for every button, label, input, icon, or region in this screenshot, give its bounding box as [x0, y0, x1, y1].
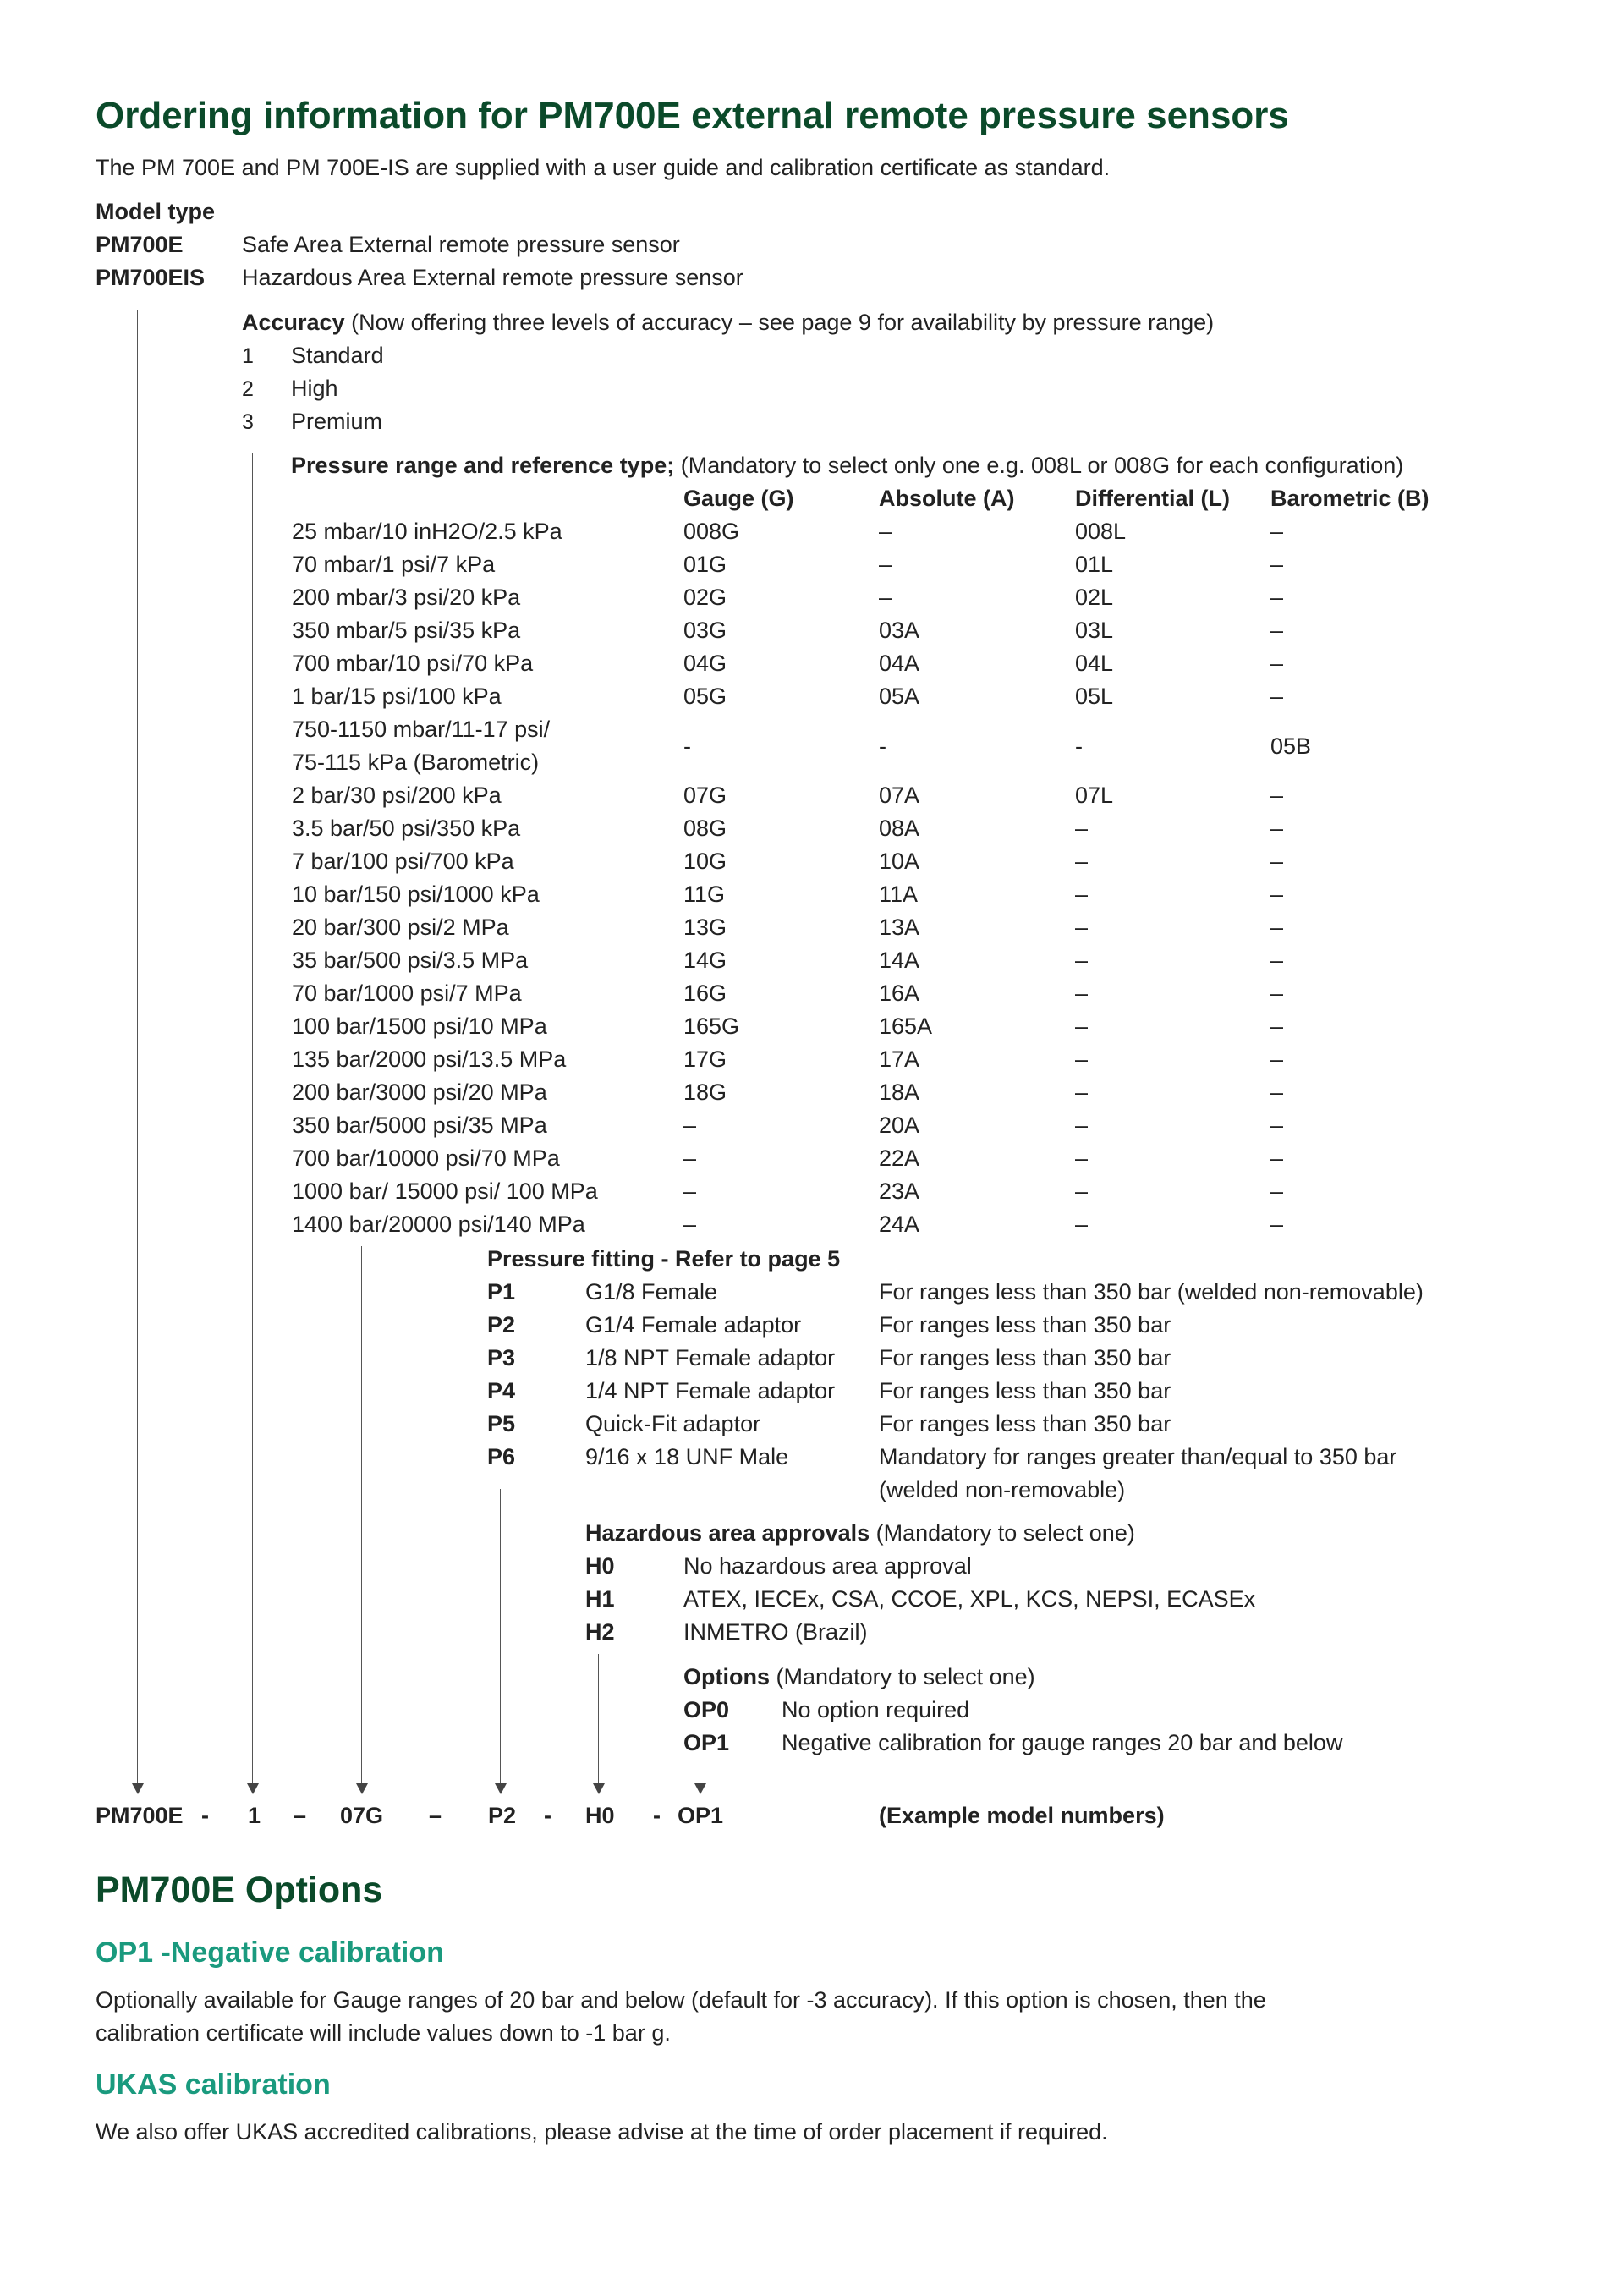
range-cell: 14G [683, 948, 727, 973]
range-cell: – [879, 552, 892, 577]
option-desc: No option required [782, 1697, 970, 1722]
range-cell: – [1270, 1211, 1284, 1237]
column-header-absolute: Absolute (A) [879, 486, 1015, 511]
intro-text: The PM 700E and PM 700E-IS are supplied with a user guide and calibration certificate as standard. [96, 155, 1111, 180]
range-cell: 165G [683, 1013, 740, 1039]
connector-line [252, 453, 253, 1787]
range-cell: 01G [683, 552, 727, 577]
arrow-down-icon [593, 1783, 605, 1794]
range-cell: – [1270, 1112, 1284, 1138]
example-part: H0 [585, 1803, 615, 1828]
model-code: PM700E [96, 232, 184, 257]
arrow-down-icon [694, 1783, 706, 1794]
range-cell: – [683, 1178, 697, 1204]
range-cell: – [1075, 1178, 1089, 1204]
range-cell: – [1270, 816, 1284, 841]
accuracy-code: 3 [242, 410, 254, 434]
accuracy-code: 2 [242, 377, 254, 401]
example-part: 1 [248, 1803, 261, 1828]
column-header-barometric: Barometric (B) [1270, 486, 1429, 511]
range-cell: – [1270, 915, 1284, 940]
option-code: OP0 [683, 1697, 730, 1722]
range-cell: - [683, 733, 691, 759]
fitting-type: G1/8 Female [585, 1279, 718, 1305]
example-part: 07G [340, 1803, 384, 1828]
connector-line [137, 310, 138, 1787]
accuracy-heading-line [242, 310, 1214, 336]
options-note: (Mandatory to select one) [776, 1664, 1035, 1689]
accuracy-code: 1 [242, 344, 254, 368]
example-part: P2 [488, 1803, 517, 1828]
range-cell: 17A [879, 1046, 920, 1072]
example-part: PM700E [96, 1803, 184, 1828]
range-cell: 20A [879, 1112, 920, 1138]
range-cell: – [1075, 1046, 1089, 1072]
fitting-code: P5 [487, 1411, 516, 1436]
range-cell: 10G [683, 849, 727, 874]
range-label: 750-1150 mbar/11-17 psi/ [292, 717, 551, 742]
fitting-type: Quick-Fit adaptor [585, 1411, 761, 1436]
range-cell: 16A [879, 980, 920, 1006]
range-label: 350 mbar/5 psi/35 kPa [292, 618, 521, 643]
range-cell: – [1075, 1211, 1089, 1237]
range-cell: – [1270, 552, 1284, 577]
range-cell: 008L [1075, 519, 1127, 544]
option-desc: Negative calibration for gauge ranges 20 bar and below [782, 1730, 1343, 1755]
range-cell: – [879, 519, 892, 544]
arrow-down-icon [356, 1783, 368, 1794]
range-cell: 04L [1075, 651, 1114, 676]
range-cell: 23A [879, 1178, 920, 1204]
connector-line [361, 1246, 362, 1787]
range-cell: – [879, 585, 892, 610]
range-cell: 03A [879, 618, 920, 643]
arrow-down-icon [132, 1783, 144, 1794]
model-type-heading: Model type [96, 199, 216, 224]
fitting-note: For ranges less than 350 bar [879, 1378, 1171, 1403]
range-cell: 05B [1270, 733, 1312, 759]
options-section-title: PM700E Options [96, 1870, 383, 1910]
example-part: - [544, 1803, 551, 1828]
hazardous-note: (Mandatory to select one) [875, 1520, 1135, 1546]
hazardous-heading: Hazardous area approvals [585, 1520, 870, 1546]
range-label: 70 bar/1000 psi/7 MPa [292, 980, 522, 1006]
hazard-code: H0 [585, 1553, 615, 1579]
pressure-range-heading: Pressure range and reference type; [291, 453, 675, 478]
range-cell: 05L [1075, 684, 1114, 709]
accuracy-label: Premium [291, 409, 383, 434]
range-label: 350 bar/5000 psi/35 MPa [292, 1112, 547, 1138]
hazard-desc: No hazardous area approval [683, 1553, 972, 1579]
range-cell: 165A [879, 1013, 933, 1039]
range-cell: 05A [879, 684, 920, 709]
range-cell: – [1075, 1079, 1089, 1105]
range-label: 135 bar/2000 psi/13.5 MPa [292, 1046, 567, 1072]
range-cell: 16G [683, 980, 727, 1006]
range-cell: – [683, 1211, 697, 1237]
range-cell: 05G [683, 684, 727, 709]
pressure-range-heading-line [291, 453, 1403, 479]
range-cell: – [1075, 1145, 1089, 1171]
range-label: 1000 bar/ 15000 psi/ 100 MPa [292, 1178, 598, 1204]
range-cell: 01L [1075, 552, 1114, 577]
option-code: OP1 [683, 1730, 730, 1755]
range-label: 70 mbar/1 psi/7 kPa [292, 552, 496, 577]
range-label: 7 bar/100 psi/700 kPa [292, 849, 514, 874]
range-cell: 14A [879, 948, 920, 973]
range-cell: 22A [879, 1145, 920, 1171]
model-desc: Hazardous Area External remote pressure sensor [242, 265, 743, 290]
range-cell: 24A [879, 1211, 920, 1237]
range-cell: – [683, 1145, 697, 1171]
connector-line [500, 1489, 501, 1787]
range-cell: – [1270, 1013, 1284, 1039]
range-label: 3.5 bar/50 psi/350 kPa [292, 816, 521, 841]
fitting-code: P2 [487, 1312, 516, 1338]
fitting-code: P4 [487, 1378, 516, 1403]
fitting-note: For ranges less than 350 bar (welded non-removable) [879, 1279, 1424, 1305]
range-cell: 10A [879, 849, 920, 874]
range-cell: – [1075, 980, 1089, 1006]
range-cell: – [1270, 585, 1284, 610]
range-cell: 03G [683, 618, 727, 643]
range-cell: 18G [683, 1079, 727, 1105]
range-cell: – [1075, 948, 1089, 973]
model-desc: Safe Area External remote pressure sensor [242, 232, 680, 257]
range-label: 75-115 kPa (Barometric) [292, 750, 540, 775]
range-cell: 07L [1075, 783, 1114, 808]
accuracy-heading: Accuracy [242, 310, 345, 335]
fitting-type: 9/16 x 18 UNF Male [585, 1444, 789, 1469]
range-cell: - [1075, 733, 1083, 759]
range-cell: – [1270, 684, 1284, 709]
column-header-differential: Differential (L) [1075, 486, 1231, 511]
connector-line [598, 1654, 599, 1787]
range-cell: – [1270, 1046, 1284, 1072]
range-cell: 07A [879, 783, 920, 808]
range-cell: – [1270, 783, 1284, 808]
accuracy-label: Standard [291, 343, 384, 368]
range-cell: – [1270, 651, 1284, 676]
fitting-note: For ranges less than 350 bar [879, 1345, 1171, 1370]
range-cell: – [1270, 1145, 1284, 1171]
range-cell: – [1075, 849, 1089, 874]
column-header-gauge: Gauge (G) [683, 486, 794, 511]
range-cell: - [879, 733, 886, 759]
example-part: OP1 [678, 1803, 724, 1828]
range-cell: – [683, 1112, 697, 1138]
range-cell: – [1270, 948, 1284, 973]
fitting-type: 1/8 NPT Female adaptor [585, 1345, 836, 1370]
hazardous-heading-line [585, 1520, 1135, 1546]
hazard-code: H2 [585, 1619, 615, 1645]
range-cell: 03L [1075, 618, 1114, 643]
fitting-code: P3 [487, 1345, 516, 1370]
range-label: 25 mbar/10 inH2O/2.5 kPa [292, 519, 562, 544]
range-cell: – [1270, 980, 1284, 1006]
range-cell: – [1075, 1013, 1089, 1039]
accuracy-label: High [291, 376, 338, 401]
range-cell: – [1270, 1178, 1284, 1204]
example-label: (Example model numbers) [879, 1803, 1165, 1828]
fitting-note: Mandatory for ranges greater than/equal to 350 bar [879, 1444, 1397, 1469]
range-label: 10 bar/150 psi/1000 kPa [292, 882, 540, 907]
fitting-type: 1/4 NPT Female adaptor [585, 1378, 836, 1403]
range-cell: 04G [683, 651, 727, 676]
range-cell: – [1270, 882, 1284, 907]
range-cell: – [1075, 915, 1089, 940]
page-title: Ordering information for PM700E external remote pressure sensors [96, 95, 1289, 136]
range-label: 1 bar/15 psi/100 kPa [292, 684, 502, 709]
range-label: 100 bar/1500 psi/10 MPa [292, 1013, 547, 1039]
ukas-heading: UKAS calibration [96, 2068, 331, 2101]
model-code: PM700EIS [96, 265, 206, 290]
example-part: - [653, 1803, 661, 1828]
range-cell: 08G [683, 816, 727, 841]
range-cell: 02G [683, 585, 727, 610]
range-cell: 008G [683, 519, 740, 544]
hazard-desc: ATEX, IECEx, CSA, CCOE, XPL, KCS, NEPSI, ECASEx [683, 1586, 1256, 1612]
range-cell: – [1270, 618, 1284, 643]
fitting-note: For ranges less than 350 bar [879, 1411, 1171, 1436]
range-label: 2 bar/30 psi/200 kPa [292, 783, 502, 808]
range-cell: 11A [879, 882, 919, 907]
options-heading: Options [683, 1664, 770, 1689]
range-label: 700 mbar/10 psi/70 kPa [292, 651, 534, 676]
range-cell: – [1270, 519, 1284, 544]
fitting-code: P6 [487, 1444, 516, 1469]
range-cell: – [1075, 816, 1089, 841]
range-cell: – [1075, 1112, 1089, 1138]
range-cell: 08A [879, 816, 920, 841]
arrow-down-icon [247, 1783, 259, 1794]
range-cell: – [1270, 849, 1284, 874]
op1-text: Optionally available for Gauge ranges of 20 bar and below (default for -3 accuracy). If this option is chosen, then the [96, 1987, 1266, 2013]
example-part: - [201, 1803, 209, 1828]
range-cell: 17G [683, 1046, 727, 1072]
fitting-heading: Pressure fitting - Refer to page 5 [487, 1246, 841, 1272]
ukas-text: We also offer UKAS accredited calibrations, please advise at the time of order placement if required. [96, 2119, 1108, 2145]
range-cell: 02L [1075, 585, 1114, 610]
range-cell: 04A [879, 651, 920, 676]
fitting-type: G1/4 Female adaptor [585, 1312, 802, 1338]
op1-text: calibration certificate will include values down to -1 bar g. [96, 2020, 671, 2046]
range-cell: 18A [879, 1079, 920, 1105]
range-cell: – [1270, 1079, 1284, 1105]
range-cell: 13G [683, 915, 727, 940]
fitting-note: (welded non-removable) [879, 1477, 1126, 1502]
range-cell: 11G [683, 882, 726, 907]
range-label: 35 bar/500 psi/3.5 MPa [292, 948, 529, 973]
pressure-range-note: (Mandatory to select only one e.g. 008L or 008G for each configuration) [680, 453, 1404, 478]
fitting-code: P1 [487, 1279, 516, 1305]
example-part: – [429, 1803, 442, 1828]
hazard-desc: INMETRO (Brazil) [683, 1619, 868, 1645]
range-label: 1400 bar/20000 psi/140 MPa [292, 1211, 585, 1237]
range-label: 700 bar/10000 psi/70 MPa [292, 1145, 560, 1171]
example-part: – [294, 1803, 307, 1828]
range-cell: 07G [683, 783, 727, 808]
arrow-down-icon [495, 1783, 507, 1794]
accuracy-note: (Now offering three levels of accuracy – see page 9 for availability by pressure range) [351, 310, 1215, 335]
op1-heading: OP1 -Negative calibration [96, 1936, 444, 1969]
fitting-note: For ranges less than 350 bar [879, 1312, 1171, 1338]
range-label: 200 bar/3000 psi/20 MPa [292, 1079, 547, 1105]
options-heading-line [683, 1664, 1035, 1690]
range-cell: – [1075, 882, 1089, 907]
range-label: 20 bar/300 psi/2 MPa [292, 915, 509, 940]
hazard-code: H1 [585, 1586, 615, 1612]
range-cell: 13A [879, 915, 920, 940]
range-label: 200 mbar/3 psi/20 kPa [292, 585, 521, 610]
